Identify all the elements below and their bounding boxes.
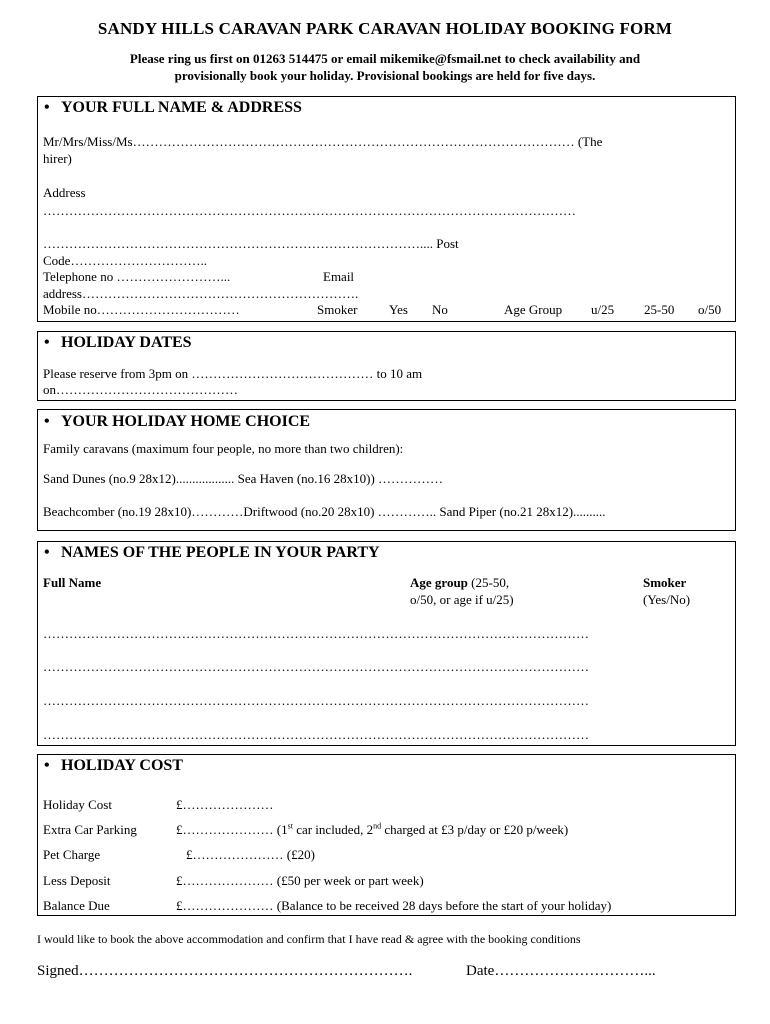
address-field-2[interactable]: …………………………………………………………………………….... Post [43,236,459,251]
holiday-cost-field[interactable]: £………………… [176,797,274,812]
pet-charge-field[interactable]: £………………… (£20) [186,847,315,862]
address-field-1[interactable]: …………………………………………………………………………………………………………… [43,203,576,218]
smoker-yes-option[interactable]: Yes [389,302,408,317]
balance-due-field[interactable]: £………………… (Balance to be received 28 days before the start of your holiday) [176,898,612,913]
bullet-icon: • [44,544,50,561]
bullet-icon: • [44,334,50,351]
form-title: SANDY HILLS CARAVAN PARK CARAVAN HOLIDAY BOOKING FORM [97,19,673,38]
home-choice-heading: • YOUR HOLIDAY HOME CHOICE [44,413,311,430]
party-member-row[interactable]: ……………………………………………………………………………………………………………… [43,727,589,742]
holiday-dates-section [37,331,736,401]
party-names-heading: • NAMES OF THE PEOPLE IN YOUR PARTY [44,544,380,561]
telephone-field[interactable]: Telephone no ……………………... [43,269,231,284]
bullet-icon: • [44,413,50,430]
home-choice-section [37,409,736,531]
balance-due-label: Balance Due [43,898,110,913]
arrival-date-field[interactable]: Please reserve from 3pm on …………………………………… to 10 am [43,366,423,381]
name-address-section [37,96,736,322]
hirer-name-field-cont: hirer) [43,151,72,166]
holiday-dates-heading: • HOLIDAY DATES [44,334,192,351]
email-field[interactable]: address………………………………………………………. [43,286,359,301]
hirer-name-field[interactable]: Mr/Mrs/Miss/Ms………………………………………………………………………………………… (The [43,134,603,149]
bullet-icon: • [44,99,50,116]
age-o50-option[interactable]: o/50 [698,302,722,317]
intro-line-2: provisionally book your holiday. Provisional bookings are held for five days. [174,68,596,83]
caravan-choice-row-1[interactable]: Sand Dunes (no.9 28x12).................. Sea Haven (no.16 28x10)) …………… [43,471,444,486]
age-group-label: Age Group [504,302,563,317]
family-caravans-note: Family caravans (maximum four people, no more than two children): [43,441,404,456]
smoker-column-header: Smoker [643,575,687,590]
form-intro [60,50,710,84]
intro-line-1: Please ring us first on 01263 514475 or email mikemike@fsmail.net to check availability and [129,51,641,66]
holiday-cost-section [37,754,736,916]
pet-charge-label: Pet Charge [43,847,101,862]
party-member-row[interactable]: ……………………………………………………………………………………………………………… [43,626,589,641]
holiday-cost-heading: • HOLIDAY COST [44,757,183,774]
smoker-column-header-cont: (Yes/No) [643,592,691,607]
deposit-label: Less Deposit [43,873,111,888]
smoker-no-option[interactable]: No [432,302,448,317]
bullet-icon: • [44,757,50,774]
age-u25-option[interactable]: u/25 [591,302,615,317]
full-name-column-header: Full Name [43,575,102,590]
caravan-choice-row-2[interactable]: Beachcomber (no.19 28x10)…………Driftwood (no.20 28x10) ………….. Sand Piper (no.21 28x12).......... [43,504,606,519]
age-group-column-header-cont: o/50, or age if u/25) [410,592,514,607]
signature-field[interactable]: Signed…………………………………………………………. [37,963,413,979]
name-address-heading: • YOUR FULL NAME & ADDRESS [44,99,302,116]
age-group-column-header: Age group (25-50, [410,575,510,590]
address-label: Address [43,185,86,200]
deposit-field[interactable]: £………………… (£50 per week or part week) [176,873,424,888]
car-parking-label: Extra Car Parking [43,822,137,837]
party-member-row[interactable]: ……………………………………………………………………………………………………………… [43,659,589,674]
age-25-50-option[interactable]: 25-50 [644,302,675,317]
car-parking-field[interactable]: £………………… (1st car included, 2nd charged at £3 p/day or £20 p/week) [176,821,569,837]
departure-date-field[interactable]: on…………………………………… [43,382,238,397]
holiday-cost-label: Holiday Cost [43,797,112,812]
party-names-section [37,541,736,746]
party-member-row[interactable]: ……………………………………………………………………………………………………………… [43,693,589,708]
smoker-label: Smoker [317,302,358,317]
postcode-field[interactable]: Code………………………….. [43,253,207,268]
mobile-field[interactable]: Mobile no…………………………… [43,302,240,317]
email-label: Email [323,269,355,284]
date-field[interactable]: Date…………………………... [466,963,656,979]
agreement-statement: I would like to book the above accommodation and confirm that I have read & agree with the booking conditions [37,932,581,946]
